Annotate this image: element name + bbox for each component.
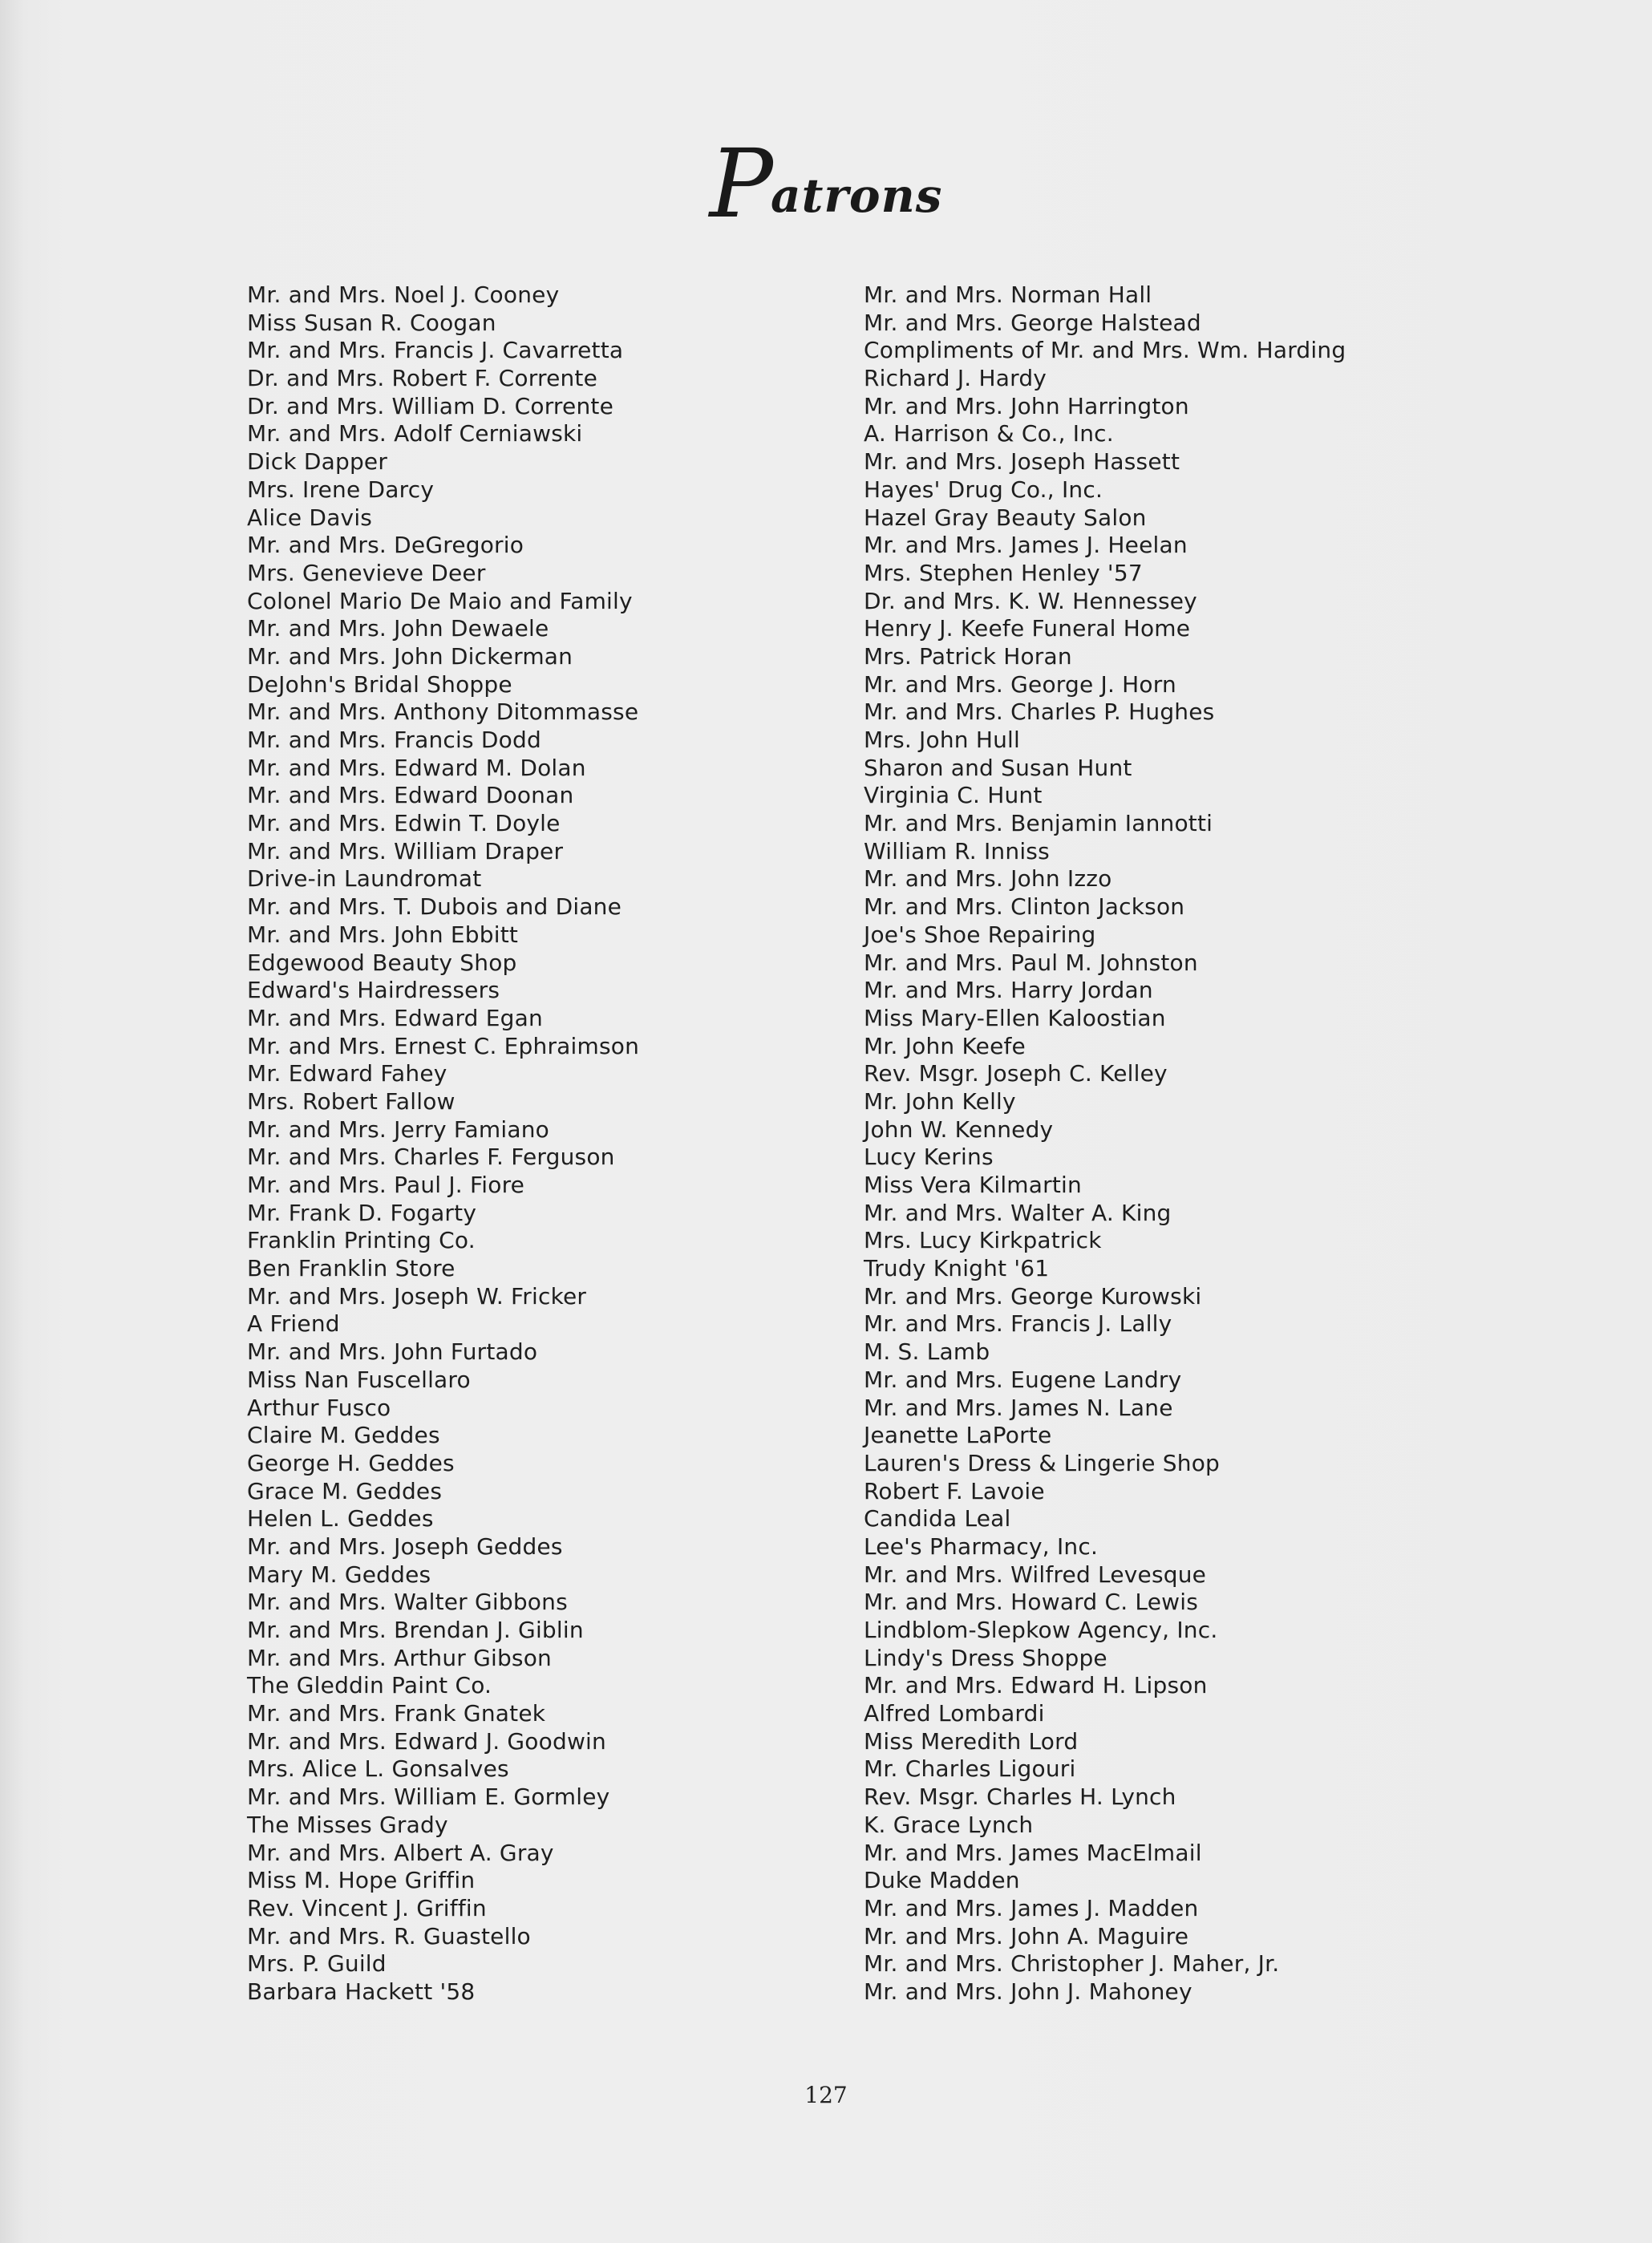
page-title-rest: atrons — [770, 168, 943, 223]
patron-entry: Ben Franklin Store — [247, 1255, 456, 1282]
patron-entry: Jeanette LaPorte — [864, 1422, 1052, 1449]
patron-entry: Grace M. Geddes — [247, 1477, 443, 1504]
patron-entry: Mr. and Mrs. Christopher J. Maher, Jr. — [864, 1950, 1280, 1978]
patron-entry: Mr. and Mrs. Clinton Jackson — [864, 893, 1185, 921]
patron-entry: Mr. and Mrs. James J. Madden — [864, 1894, 1199, 1921]
patron-entry: Lucy Kerins — [864, 1144, 994, 1171]
patron-entry: Mr. and Mrs. R. Guastello — [247, 1922, 531, 1949]
patron-entry: Mr. and Mrs. Paul J. Fiore — [247, 1172, 525, 1198]
patron-entry: Mr. and Mrs. Harry Jordan — [864, 977, 1153, 1004]
patron-entry: Mrs. John Hull — [864, 727, 1020, 753]
patron-entry: Mr. and Mrs. Albert A. Gray — [247, 1839, 554, 1866]
patrons-left-column — [247, 281, 639, 2006]
patron-entry: Mr. and Mrs. Arthur Gibson — [247, 1644, 553, 1671]
patron-entry: A Friend — [247, 1310, 340, 1338]
patron-entry: Mr. and Mrs. Frank Gnatek — [247, 1700, 546, 1727]
patron-entry: Alfred Lombardi — [864, 1700, 1045, 1727]
patron-entry: K. Grace Lynch — [864, 1811, 1034, 1838]
page-title-initial: P — [709, 128, 774, 239]
patron-entry: Virginia C. Hunt — [864, 782, 1043, 809]
patron-entry: Mr. and Mrs. DeGregorio — [247, 532, 524, 559]
patron-entry: Mr. and Mrs. John Ebbitt — [247, 921, 519, 948]
patron-entry: Mrs. Alice L. Gonsalves — [247, 1755, 509, 1783]
patron-entry: Mr. and Mrs. Edwin T. Doyle — [247, 810, 561, 837]
patron-entry: Mr. and Mrs. Howard C. Lewis — [864, 1589, 1199, 1616]
patron-entry: Mr. and Mrs. Edward H. Lipson — [864, 1672, 1208, 1699]
patron-entry: Mr. and Mrs. Paul M. Johnston — [864, 949, 1198, 976]
patron-entry: Henry J. Keefe Funeral Home — [864, 615, 1191, 642]
patron-entry: Joe's Shoe Repairing — [864, 921, 1096, 948]
patron-entry: Edward's Hairdressers — [247, 977, 500, 1004]
patron-entry: John W. Kennedy — [864, 1115, 1054, 1143]
patron-entry: Richard J. Hardy — [864, 365, 1047, 392]
patron-entry: M. S. Lamb — [864, 1338, 990, 1366]
patron-entry: Mr. Charles Ligouri — [864, 1755, 1076, 1783]
patron-entry: Mr. and Mrs. Charles P. Hughes — [864, 698, 1215, 726]
patron-entry: DeJohn's Bridal Shoppe — [247, 670, 512, 698]
patron-entry: Mr. John Keefe — [864, 1032, 1026, 1059]
patron-entry: Mr. and Mrs. George J. Horn — [864, 670, 1176, 698]
patron-entry: Rev. Msgr. Joseph C. Kelley — [864, 1060, 1168, 1087]
patron-entry: Dick Dapper — [247, 448, 388, 476]
patron-entry: Mr. and Mrs. James MacElmail — [864, 1839, 1202, 1866]
patron-entry: Rev. Msgr. Charles H. Lynch — [864, 1783, 1176, 1811]
patron-entry: Mr. and Mrs. Edward J. Goodwin — [247, 1727, 606, 1755]
patron-entry: Franklin Printing Co. — [247, 1227, 476, 1254]
patron-entry: Mr. and Mrs. Benjamin Iannotti — [864, 810, 1213, 837]
patron-entry: Mr. Edward Fahey — [247, 1060, 447, 1087]
patron-entry: Mr. and Mrs. Francis J. Lally — [864, 1310, 1172, 1338]
patron-entry: Mrs. Lucy Kirkpatrick — [864, 1227, 1102, 1254]
patron-entry: Arthur Fusco — [247, 1394, 391, 1421]
patron-entry: Hazel Gray Beauty Salon — [864, 504, 1147, 531]
patron-entry: Mr. and Mrs. Edward Egan — [247, 1004, 543, 1031]
patron-entry: Mr. and Mrs. Walter A. King — [864, 1199, 1172, 1226]
patron-entry: Candida Leal — [864, 1505, 1011, 1532]
patron-entry: Miss Meredith Lord — [864, 1727, 1079, 1755]
patron-entry: Mary M. Geddes — [247, 1561, 431, 1588]
patron-entry: George H. Geddes — [247, 1449, 455, 1476]
patron-entry: Mr. and Mrs. Joseph W. Fricker — [247, 1282, 587, 1310]
patron-entry: Mr. and Mrs. Norman Hall — [864, 281, 1152, 308]
patron-entry: Mr. and Mrs. George Halstead — [864, 309, 1201, 336]
patron-entry: Mr. and Mrs. John Izzo — [864, 865, 1112, 893]
patron-entry: Rev. Vincent J. Griffin — [247, 1894, 487, 1921]
patron-entry: Mr. and Mrs. William Draper — [247, 837, 564, 864]
patron-entry: Mr. and Mrs. Charles F. Ferguson — [247, 1144, 615, 1171]
patron-entry: Mr. and Mrs. Brendan J. Giblin — [247, 1617, 584, 1643]
patron-entry: Mr. Frank D. Fogarty — [247, 1199, 477, 1226]
patron-entry: Mrs. Robert Fallow — [247, 1087, 456, 1115]
patron-entry: Miss Vera Kilmartin — [864, 1172, 1082, 1198]
patron-entry: Miss Mary-Ellen Kaloostian — [864, 1004, 1166, 1031]
page-number: 127 — [804, 2082, 848, 2108]
patron-entry: Mr. and Mrs. Noel J. Cooney — [247, 281, 560, 308]
patron-entry: Lee's Pharmacy, Inc. — [864, 1532, 1099, 1560]
patron-entry: Hayes' Drug Co., Inc. — [864, 476, 1103, 503]
patron-entry: Mr. and Mrs. T. Dubois and Diane — [247, 893, 622, 921]
patron-entry: Mr. and Mrs. John J. Mahoney — [864, 1978, 1192, 2005]
patron-entry: Lauren's Dress & Lingerie Shop — [864, 1449, 1221, 1476]
patron-entry: Mr. and Mrs. James N. Lane — [864, 1394, 1173, 1421]
patron-entry: The Misses Grady — [247, 1811, 448, 1838]
page-title — [0, 128, 1652, 239]
patron-entry: Dr. and Mrs. K. W. Hennessey — [864, 587, 1197, 614]
patron-entry: Dr. and Mrs. Robert F. Corrente — [247, 365, 598, 392]
patron-entry: Dr. and Mrs. William D. Corrente — [247, 392, 613, 419]
patron-entry: Mrs. Irene Darcy — [247, 476, 435, 503]
patron-entry: A. Harrison & Co., Inc. — [864, 420, 1114, 447]
patron-entry: Colonel Mario De Maio and Family — [247, 587, 633, 614]
patron-entry: The Gleddin Paint Co. — [247, 1672, 492, 1699]
patron-entry: Mr. and Mrs. Wilfred Levesque — [864, 1561, 1207, 1588]
patron-entry: Mr. and Mrs. Joseph Geddes — [247, 1532, 563, 1560]
patron-entry: Robert F. Lavoie — [864, 1477, 1045, 1504]
patron-entry: Mr. and Mrs. Ernest C. Ephraimson — [247, 1032, 640, 1059]
patron-entry: Mr. and Mrs. John A. Maguire — [864, 1922, 1189, 1949]
patron-entry: Miss M. Hope Griffin — [247, 1867, 476, 1894]
patron-entry: Mr. and Mrs. Walter Gibbons — [247, 1589, 568, 1616]
patron-entry: William R. Inniss — [864, 837, 1050, 864]
patron-entry: Sharon and Susan Hunt — [864, 754, 1132, 781]
patron-entry: Mr. and Mrs. John Harrington — [864, 392, 1189, 419]
patron-entry: Mrs. Patrick Horan — [864, 642, 1072, 670]
patron-entry: Mr. and Mrs. Edward Doonan — [247, 782, 574, 809]
patron-entry: Mrs. Stephen Henley '57 — [864, 559, 1143, 586]
patron-entry: Mr. and Mrs. George Kurowski — [864, 1282, 1202, 1310]
patron-entry: Mr. and Mrs. Eugene Landry — [864, 1366, 1182, 1393]
patron-entry: Mrs. P. Guild — [247, 1950, 387, 1978]
patron-entry: Claire M. Geddes — [247, 1422, 440, 1449]
patron-entry: Mr. and Mrs. Francis J. Cavarretta — [247, 337, 624, 364]
patron-entry: Mr. and Mrs. William E. Gormley — [247, 1783, 610, 1811]
patron-entry: Mr. and Mrs. Jerry Famiano — [247, 1115, 550, 1143]
patron-entry: Trudy Knight '61 — [864, 1255, 1050, 1282]
patron-entry: Duke Madden — [864, 1867, 1020, 1894]
patron-entry: Drive-in Laundromat — [247, 865, 482, 893]
patron-entry: Mr. and Mrs. Edward M. Dolan — [247, 754, 586, 781]
patron-entry: Edgewood Beauty Shop — [247, 949, 517, 976]
patron-entry: Barbara Hackett '58 — [247, 1978, 476, 2005]
patron-entry: Alice Davis — [247, 504, 373, 531]
patron-entry: Mr. and Mrs. John Dickerman — [247, 642, 573, 670]
patron-entry: Miss Susan R. Coogan — [247, 309, 496, 336]
patron-entry: Helen L. Geddes — [247, 1505, 434, 1532]
patron-entry: Mr. and Mrs. Adolf Cerniawski — [247, 420, 583, 447]
patron-entry: Mrs. Genevieve Deer — [247, 559, 486, 586]
patron-entry: Lindblom-Slepkow Agency, Inc. — [864, 1617, 1218, 1643]
patron-entry: Miss Nan Fuscellaro — [247, 1366, 471, 1393]
patron-entry: Mr. and Mrs. Joseph Hassett — [864, 448, 1180, 476]
patron-entry: Mr. and Mrs. Anthony Ditommasse — [247, 698, 639, 726]
patrons-right-column — [864, 281, 1346, 2006]
patron-entry: Mr. and Mrs. John Dewaele — [247, 615, 549, 642]
patron-entry: Mr. and Mrs. Francis Dodd — [247, 727, 541, 753]
patron-entry: Mr. and Mrs. John Furtado — [247, 1338, 538, 1366]
patron-entry: Mr. and Mrs. James J. Heelan — [864, 532, 1188, 559]
patron-entry: Lindy's Dress Shoppe — [864, 1644, 1107, 1671]
patron-entry: Mr. John Kelly — [864, 1087, 1016, 1115]
patron-entry: Compliments of Mr. and Mrs. Wm. Harding — [864, 337, 1346, 364]
